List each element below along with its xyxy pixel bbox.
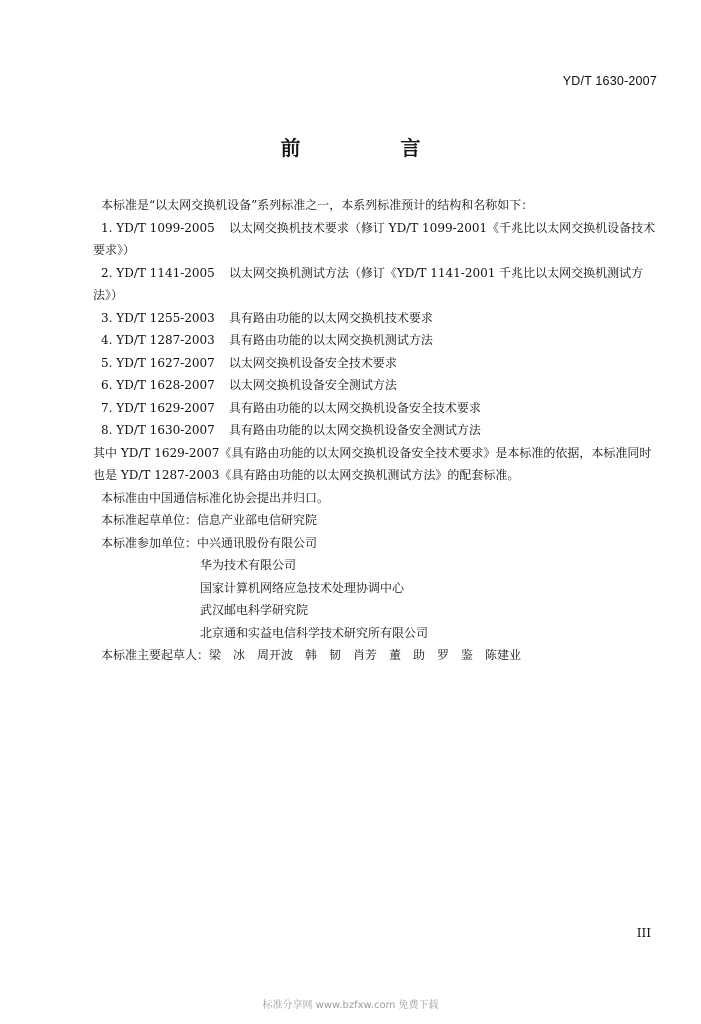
document-code-header: YD/T 1630-2007 xyxy=(562,74,657,88)
list-item: 7. YD/T 1629-2007 具有路由功能的以太网交换机设备安全技术要求 xyxy=(101,400,481,415)
list-item: 6. YD/T 1628-2007 以太网交换机设备安全测试方法 xyxy=(101,378,397,392)
page-number: III xyxy=(636,926,651,940)
participating-unit: 华为技术有限公司 xyxy=(200,558,297,572)
basis-paragraph: 其中 YD/T 1629-2007《具有路由功能的以太网交换机设备安全技术要求》是本标准的依据，本标准同时也是 YD/T 1287-2003《具有路由功能的以太网交换机测试方法》的配套标准。 xyxy=(93,445,652,482)
list-item: 8. YD/T 1630-2007 具有路由功能的以太网交换机设备安全测试方法 xyxy=(101,423,481,437)
intro-paragraph: 本标准是“以太网交换机设备”系列标准之一，本系列标准预计的结构和名称如下： xyxy=(101,198,534,212)
drafters-line: 本标准主要起草人：梁 冰 周开波 韩 韧 肖芳 董 助 罗 鉴 陈建业 xyxy=(101,648,522,662)
preface-body xyxy=(93,194,663,667)
standards-list xyxy=(93,217,663,442)
list-item: 3. YD/T 1255-2003 具有路由功能的以太网交换机技术要求 xyxy=(101,310,433,325)
participating-unit: 国家计算机网络应急技术处理协调中心 xyxy=(200,580,405,595)
list-item: 2. YD/T 1141-2005 以太网交换机测试方法（修订《YD/T 1141-2001 千兆比以太网交换机测试方法》） xyxy=(93,265,644,302)
page-title: 前 言 xyxy=(280,136,461,160)
list-item: 4. YD/T 1287-2003 具有路由功能的以太网交换机测试方法 xyxy=(101,333,433,347)
list-item: 5. YD/T 1627-2007 以太网交换机设备安全技术要求 xyxy=(101,355,397,370)
participating-units-line: 本标准参加单位：中兴通讯股份有限公司 xyxy=(101,535,318,550)
proposer-line: 本标准由中国通信标准化协会提出并归口。 xyxy=(101,490,330,505)
watermark-text: 标准分享网 www.bzfxw.com 免费下载 xyxy=(262,1000,439,1011)
participating-unit: 北京通和实益电信科学技术研究所有限公司 xyxy=(200,625,429,640)
participating-unit: 武汉邮电科学研究院 xyxy=(200,603,309,617)
drafting-unit-line: 本标准起草单位：信息产业部电信研究院 xyxy=(101,513,318,527)
list-item: 1. YD/T 1099-2005 以太网交换机技术要求（修订 YD/T 1099-2001《千兆比以太网交换机设备技术要求》） xyxy=(93,220,656,257)
